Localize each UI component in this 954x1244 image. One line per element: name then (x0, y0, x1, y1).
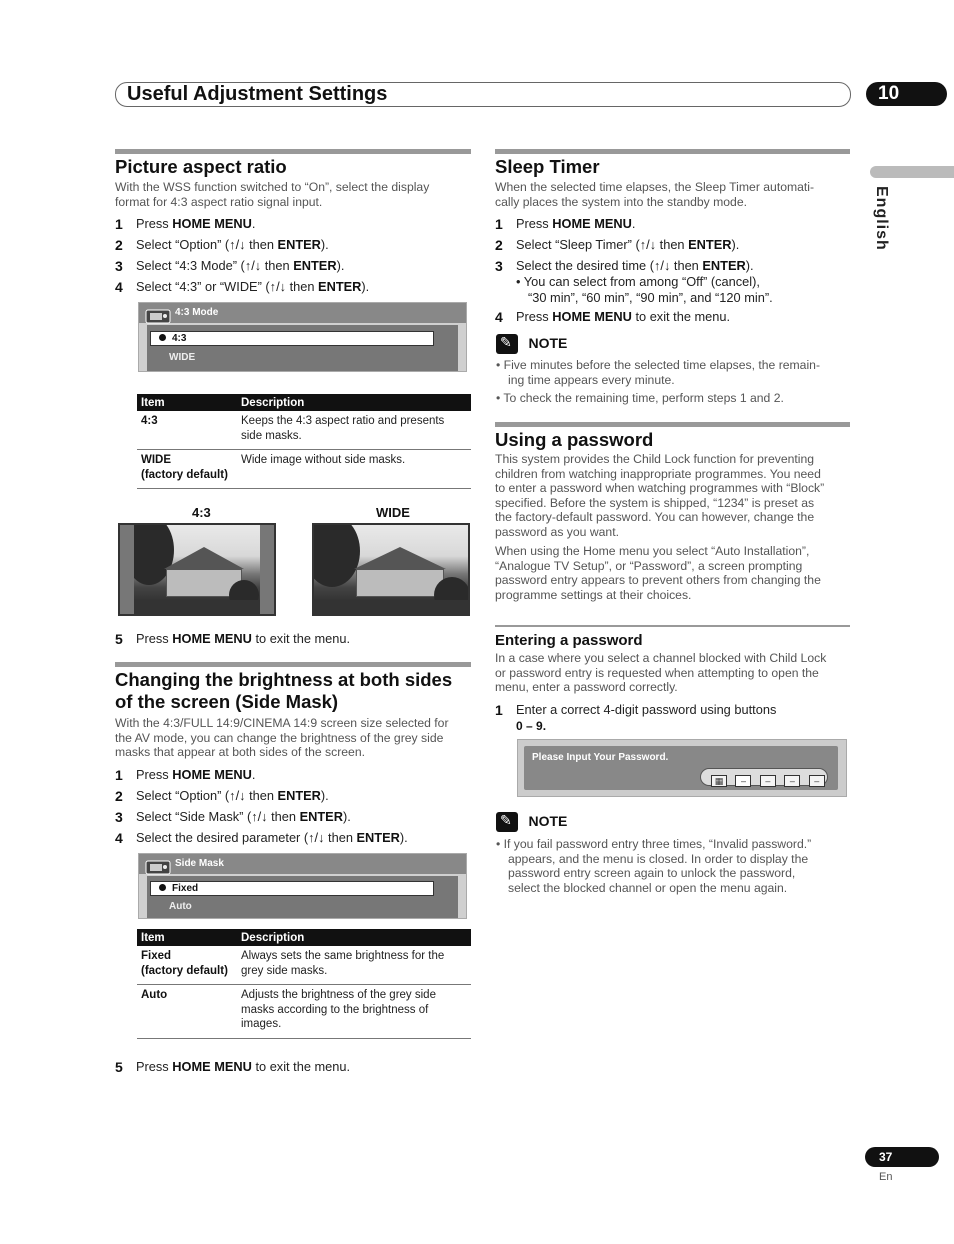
osd-title: Side Mask (139, 854, 466, 874)
step-item: 2 Select “Sleep Timer” (↑/↓ then ENTER). (495, 237, 740, 253)
password-digit[interactable]: – (735, 775, 751, 787)
sleep-note-header: ✎ NOTE (496, 334, 567, 354)
subsection-rule (495, 625, 850, 627)
password-step-1: 1 Enter a correct 4-digit password using buttons 0 – 9. (495, 702, 777, 733)
photo-43-mode (118, 523, 276, 616)
photo-wide-mode (312, 523, 470, 616)
osd-selected-option[interactable]: 4:3 (150, 331, 434, 346)
table-row: Auto Adjusts the brightness of the grey side masks according to the brightness of images. (137, 985, 471, 1039)
sleep-steps (495, 216, 850, 328)
step-item: 4 Select “4:3” or “WIDE” (↑/↓ then ENTER). (115, 279, 370, 295)
step-item: 3 Select “4:3 Mode” (↑/↓ then ENTER). (115, 258, 345, 274)
sidemask-steps (115, 767, 471, 851)
sidemask-table: Item Description Fixed (factory default) Always sets the same brightness for the grey side masks. Auto Adjusts the brightness of the grey side masks according to the brightness of images. (137, 929, 471, 1039)
aspect-steps (115, 216, 471, 300)
password-prompt-text: Please Input Your Password. (532, 752, 669, 763)
step-item: 1 Press HOME MENU. (115, 767, 256, 783)
sleep-notes: • Five minutes before the selected time elapses, the remain- ing time appears every minute. • To check the remaining time, perform steps 1 and 2. (496, 358, 821, 406)
entering-intro: In a case where you select a channel blocked with Child Lock or password entry is requested when attempting to open the menu, enter a password correctly. (495, 651, 827, 695)
password-digit[interactable]: – (809, 775, 825, 787)
osd-sidemask-menu (138, 853, 467, 919)
password-intro: This system provides the Child Lock function for preventing children from watching inappropriate programmes. You need to enter a password when watching programmes with “Block” specified. Before the system is shipped, “1234” is preset as the factory-default password. You can however, change the password as you want. (495, 452, 825, 539)
password-note-header: ✎ NOTE (496, 812, 567, 832)
language-label: English (873, 186, 890, 251)
aspect-step-5: 5 Press HOME MENU to exit the menu. (115, 631, 351, 647)
aspect-intro: With the WSS function switched to “On”, select the display format for 4:3 aspect ratio signal input. (115, 180, 430, 209)
subsection-heading-entering: Entering a password (495, 632, 643, 649)
sidemask-step-5: 5 Press HOME MENU to exit the menu. (115, 1059, 351, 1075)
step-item: 4 Press HOME MENU to exit the menu. (495, 309, 731, 325)
section-heading-aspect: Picture aspect ratio (115, 156, 287, 177)
osd-option[interactable]: WIDE (169, 352, 196, 363)
photo-label-wide: WIDE (376, 505, 410, 520)
step-item: 2 Select “Option” (↑/↓ then ENTER). (115, 788, 329, 804)
section-rule (115, 149, 471, 154)
password-digit[interactable]: – (760, 775, 776, 787)
osd-password-prompt (517, 739, 847, 797)
table-row: WIDE (factory default) Wide image without side masks. (137, 450, 471, 489)
tv-icon (145, 306, 171, 324)
note-icon (496, 334, 518, 354)
table-row: Fixed (factory default) Always sets the same brightness for the grey side masks. (137, 946, 471, 985)
password-intro-2: When using the Home menu you select “Auto Installation”, “Analogue TV Setup”, or “Password”, a screen prompting password entry appears to prevent others from changing the programme settings at their choices. (495, 544, 821, 602)
section-heading-sidemask: Changing the brightness at both sides of the screen (Side Mask) (115, 669, 453, 712)
osd-title: 4:3 Mode (139, 303, 466, 323)
section-heading-sleep: Sleep Timer (495, 156, 600, 177)
table-row: 4:3 Keeps the 4:3 aspect ratio and presents side masks. (137, 411, 471, 450)
keypad-icon: ▦ (711, 775, 727, 787)
chapter-badge: 10 (866, 82, 947, 106)
page-number: 37 (865, 1147, 939, 1167)
osd-option[interactable]: Auto (169, 901, 192, 912)
tv-icon (145, 857, 171, 875)
step-item: 4 Select the desired parameter (↑/↓ then ENTER). (115, 830, 408, 846)
page-title: Useful Adjustment Settings (127, 83, 388, 105)
sleep-options-bullet: • You can select from among “Off” (cancel), “30 min”, “60 min”, “90 min”, and “120 min”. (516, 274, 773, 305)
password-field-group[interactable] (700, 768, 828, 786)
step-item: 2 Select “Option” (↑/↓ then ENTER). (115, 237, 329, 253)
aspect-table: Item Description 4:3 Keeps the 4:3 aspect ratio and presents side masks. WIDE (factory default) Wide image without side masks. (137, 394, 471, 489)
page-language: En (879, 1171, 893, 1183)
section-rule (495, 149, 850, 154)
step-item: 1 Press HOME MENU. (495, 216, 636, 232)
osd-selected-option[interactable]: Fixed (150, 881, 434, 896)
photo-label-43: 4:3 (192, 505, 211, 520)
password-digit[interactable]: – (784, 775, 800, 787)
step-item: 1 Press HOME MENU. (115, 216, 256, 232)
password-note: • If you fail password entry three times, “Invalid password.” appears, and the menu is closed. In order to display the password entry screen again to unlock the password, select the blocked channel or open the menu again. (496, 837, 812, 895)
section-rule (115, 662, 471, 667)
sidemask-intro: With the 4:3/FULL 14:9/CINEMA 14:9 screen size selected for the AV mode, you can change the brightness of the grey side masks that appear at both sides of the screen. (115, 716, 449, 760)
section-rule (495, 422, 850, 427)
sleep-intro: When the selected time elapses, the Sleep Timer automati- cally places the system into the standby mode. (495, 180, 815, 209)
section-heading-password: Using a password (495, 429, 654, 450)
language-tab (870, 166, 954, 178)
step-item: 3 Select “Side Mask” (↑/↓ then ENTER). (115, 809, 351, 825)
step-item: 3 Select the desired time (↑/↓ then ENTER). (495, 258, 754, 274)
osd-aspect-menu (138, 302, 467, 372)
note-icon (496, 812, 518, 832)
